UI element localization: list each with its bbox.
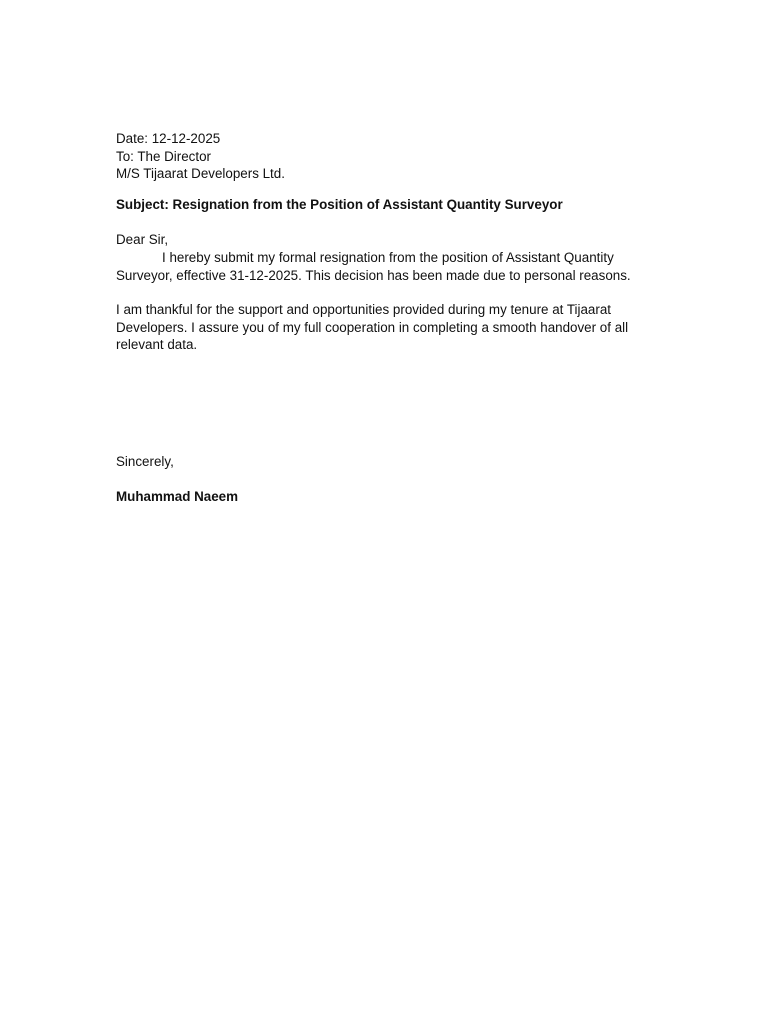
letter-body	[116, 130, 656, 505]
letter-paragraph-2: I am thankful for the support and opportunities provided during my tenure at Tijaarat Developers. I assure you of my full cooperation in completing a smooth handover of all relevant data.	[116, 302, 629, 353]
letter-date: Date: 12-12-2025	[116, 131, 221, 146]
letter-recipient: To: The Director	[116, 148, 212, 164]
letter-closing: Sincerely,	[116, 453, 174, 469]
letter-signature: Muhammad Naeem	[116, 488, 239, 504]
letter-salutation: Dear Sir,	[116, 232, 169, 248]
letter-company: M/S Tijaarat Developers Ltd.	[116, 166, 285, 182]
letter-paragraph-1: I hereby submit my formal resignation from the position of Assistant Quantity Surveyor, effective 31-12-2025. This decision has been made due to personal reasons.	[116, 249, 631, 283]
letter-subject: Subject: Resignation from the Position of Assistant Quantity Surveyor	[116, 196, 563, 212]
